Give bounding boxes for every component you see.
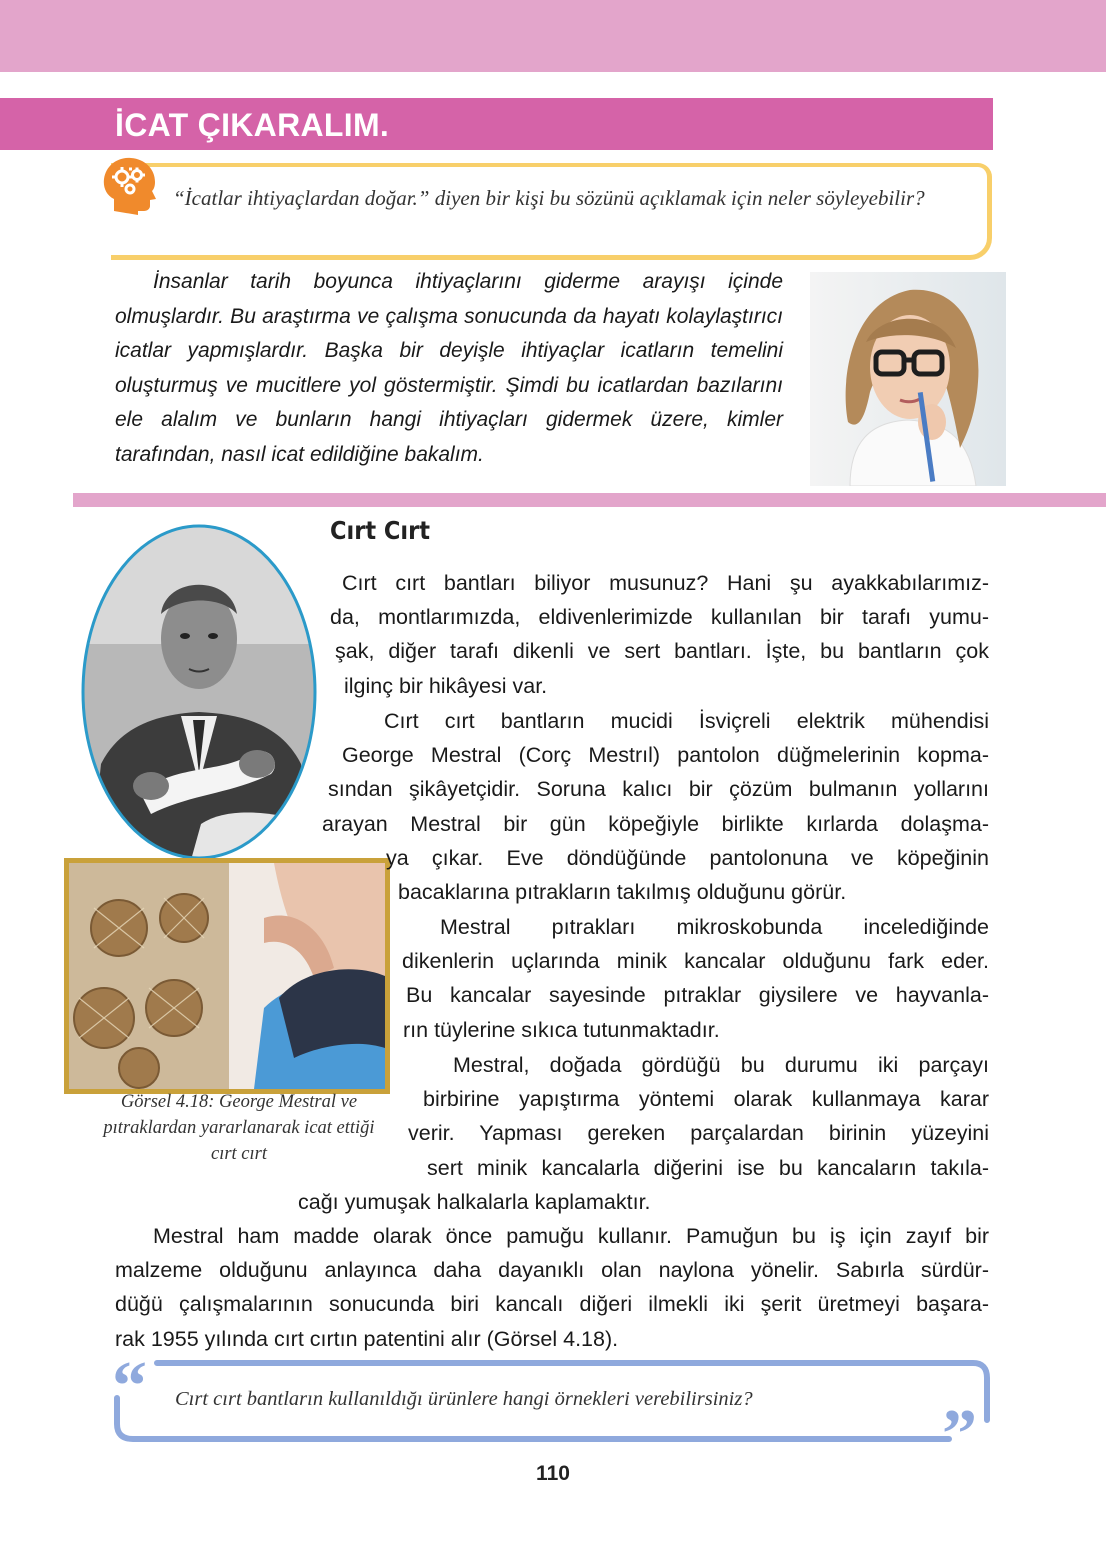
caption-line-1: Görsel 4.18: George Mestral ve bbox=[120, 1092, 358, 1112]
figure-caption bbox=[78, 1089, 400, 1167]
p3-line-4: rın tüylerine sıkıca tutunmaktadır. bbox=[403, 1017, 720, 1042]
girl-thinking-photo bbox=[810, 272, 1006, 486]
p2-line-6: bacaklarına pıtrakların takılmış olduğunu görür. bbox=[398, 879, 847, 904]
p3-line-2: dikenlerin uçlarında minik kancalar olduğunu fark eder. bbox=[402, 949, 989, 974]
p2-line-4: arayan Mestral bir gün köpeğiyle birlikte kırlarda dolaşma- bbox=[322, 811, 989, 836]
p3-line-3: Bu kancalar sayesinde pıtraklar giysilere ve hayvanla- bbox=[406, 983, 989, 1008]
p3-line-1: Mestral pıtrakları mikroskobunda incelediğinde bbox=[440, 915, 989, 939]
paragraph-1 bbox=[330, 566, 989, 703]
p2-line-2: George Mestral (Corç Mestrıl) pantolon düğmelerinin kopma- bbox=[342, 743, 989, 768]
p5-line-2: malzeme olduğunu anlayınca daha dayanıklı olan naylona yönelir. Sabırla sürdür- bbox=[115, 1258, 989, 1283]
p2-line-5: ya çıkar. Eve döndüğünde pantolonuna ve köpeğinin bbox=[386, 845, 989, 870]
question-text: Cırt cırt bantların kullanıldığı ürünlere hangi örnekleri verebilirsiniz? bbox=[175, 1388, 753, 1410]
open-quote-icon: “ bbox=[112, 1348, 147, 1425]
p4-line-1: Mestral, doğada gördüğü bu durumu iki parçayı bbox=[453, 1053, 989, 1077]
paragraph-2 bbox=[322, 704, 989, 909]
top-color-band bbox=[0, 0, 1106, 72]
paragraph-4 bbox=[298, 1048, 989, 1219]
p1-line-2: da, montlarımızda, eldivenlerimizde kullanılan bir tarafı yumu- bbox=[330, 605, 989, 630]
p1-line-3: şak, diğer tarafı dikenli ve sert bantları. İşte, bu bantların çok bbox=[335, 639, 989, 664]
paragraph-3 bbox=[402, 910, 989, 1047]
p4-line-2: birbirine yapıştırma yöntemi olarak kullanmaya karar bbox=[423, 1087, 989, 1112]
p4-line-4: sert minik kancalarla diğerini ise bu kancaların takıla- bbox=[427, 1155, 989, 1180]
page-number: 110 bbox=[536, 1462, 570, 1485]
intro-paragraph: İnsanlar tarih boyunca ihtiyaçlarını giderme arayışı içinde olmuşlardır. Bu araştırma ve çalışma sonucunda da hayatı kolaylaştırıcı icatlar yapmışlardır. Başka bir deyişle ihtiyaçlar icatların temelini oluşturmuş ve mucitlere yol göstermiştir. Şimdi bu icatlardan bazılarını ele alalım ve bunların hangi ihtiyaçları gidermek üzere, kimler tarafından, nasıl icat edildiğine bakalım. bbox=[115, 270, 783, 466]
p5-line-4: rak 1955 yılında cırt cırtın patentini alır (Görsel 4.18). bbox=[115, 1326, 619, 1351]
p4-line-5: cağı yumuşak halkalarla kaplamaktır. bbox=[298, 1189, 651, 1214]
caption-line-2: pıtraklardan yararlanarak icat ettiği bbox=[103, 1118, 375, 1138]
section-divider bbox=[73, 493, 1106, 507]
p2-line-3: sından şikâyetçidir. Soruna kalıcı bir çözüm bulmanın yollarını bbox=[328, 777, 989, 802]
section-title-bar bbox=[0, 98, 993, 150]
p2-line-1: Cırt cırt bantların mucidi İsviçreli elektrik mühendisi bbox=[384, 709, 989, 733]
p1-line-4: ilginç bir hikâyesi var. bbox=[344, 673, 548, 698]
p4-line-3: verir. Yapması gereken parçalardan birinin yüzeyini bbox=[408, 1121, 989, 1146]
caption-line-3: cırt cırt bbox=[210, 1144, 267, 1164]
george-mestral-portrait bbox=[81, 524, 317, 860]
close-quote-icon: ” bbox=[942, 1396, 977, 1473]
think-question: “İcatlar ihtiyaçlardan doğar.” diyen bir kişi bu sözünü açıklamak için neler söyleyebilir? bbox=[173, 186, 925, 210]
page-title: İCAT ÇIKARALIM. bbox=[115, 107, 390, 143]
p5-line-3: düğü çalışmalarının sonucunda biri kancalı diğeri ilmekli iki şerit üretmeyi başara- bbox=[115, 1292, 989, 1317]
p1-line-1: Cırt cırt bantları biliyor musunuz? Hani şu ayakkabılarımız- bbox=[342, 571, 989, 595]
p5-line-1: Mestral ham madde olarak önce pamuğu kullanır. Pamuğun bu iş için zayıf bir bbox=[153, 1224, 989, 1248]
paragraph-5 bbox=[115, 1219, 989, 1356]
section-heading: Cırt Cırt bbox=[330, 516, 430, 545]
